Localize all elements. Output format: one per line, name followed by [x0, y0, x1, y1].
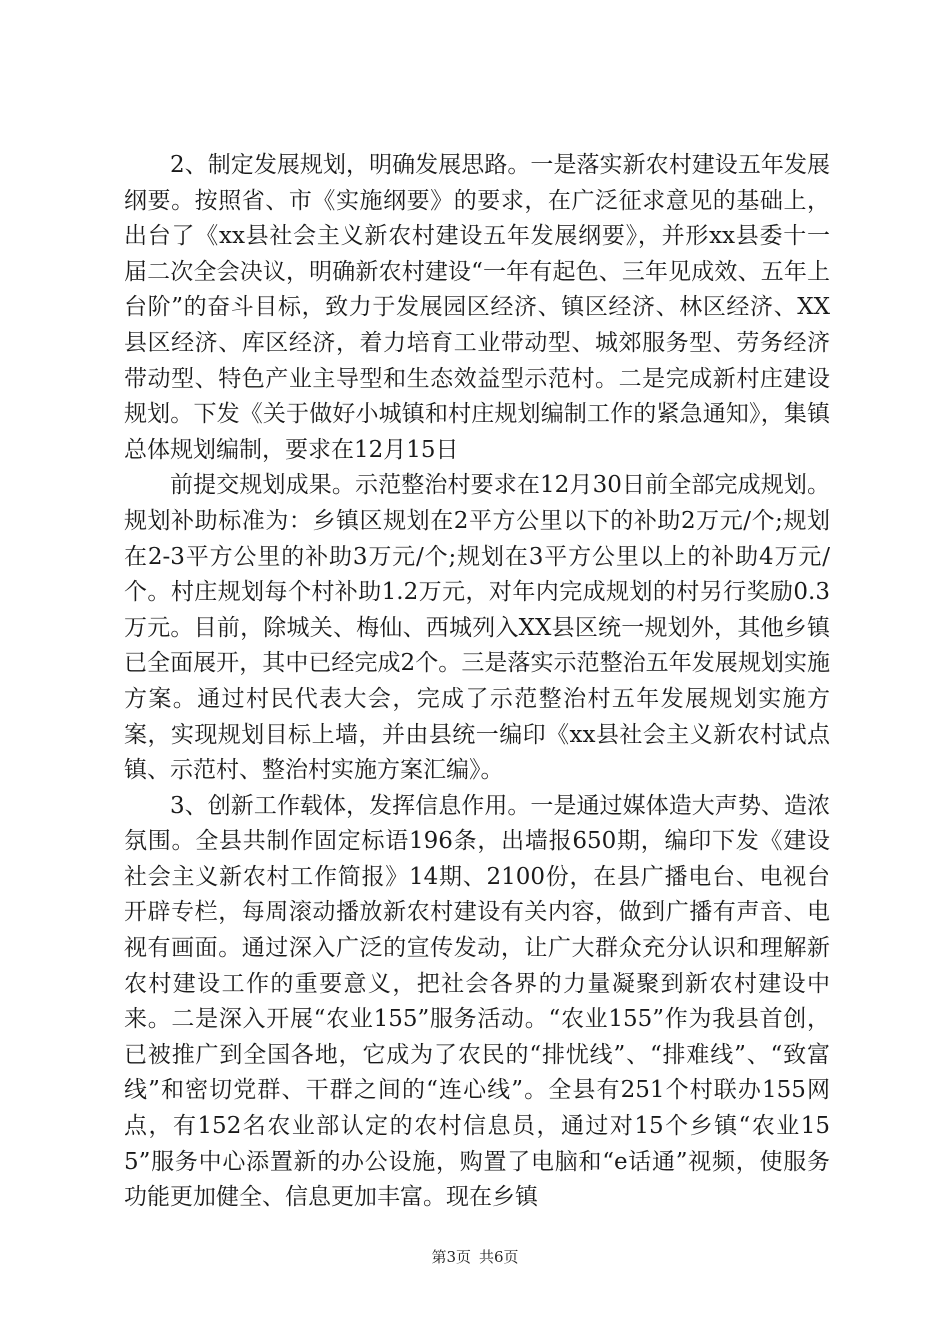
page-number: 第3页 — [431, 1248, 471, 1266]
page-total: 共6页 — [479, 1248, 519, 1266]
paragraph: 3、创新工作载体，发挥信息作用。一是通过媒体造大声势、造浓氛围。全县共制作固定标语196条，出墙报650期，编印下发《建设社会主义新农村工作简报》14期、2100份，在县广播电台、电视台开辟专栏，每周滚动播放新农村建设有关内容，做到广播有声音、电视有画面。通过深入广泛的宣传发动，让广大群众充分认识和理解新农村建设工作的重要意义，把社会各界的力量凝聚到新农村建设中来。二是深入开展“农业155”服务活动。“农业155”作为我县首创，已被推广到全国各地，它成为了农民的“排忧线”、“排难线”、“致富线”和密切党群、干群之间的“连心线”。全县有251个村联办155网点，有152名农业部认定的农村信息员，通过对15个乡镇“农业155”服务中心添置新的办公设施，购置了电脑和“e话通”视频，使服务功能更加健全、信息更加丰富。现在乡镇 — [124, 792, 830, 1211]
page-footer — [0, 1246, 950, 1267]
document-body — [124, 148, 830, 1216]
paragraph: 前提交规划成果。示范整治村要求在12月30日前全部完成规划。规划补助标准为：乡镇区规划在2平方公里以下的补助2万元/个;规划在2-3平方公里的补助3万元/个;规划在3平方公里以上的补助4万元/个。村庄规划每个村补助1.2万元，对年内完成规划的村另行奖励0.3万元。目前，除城关、梅仙、西城列入XX县区统一规划外，其他乡镇已全面展开，其中已经完成2个。三是落实示范整治五年发展规划实施方案。通过村民代表大会，完成了示范整治村五年发展规划实施方案，实现规划目标上墙，并由县统一编印《xx县社会主义新农村试点镇、示范村、整治村实施方案汇编》。 — [124, 472, 830, 784]
paragraph: 2、制定发展规划，明确发展思路。一是落实新农村建设五年发展纲要。按照省、市《实施纲要》的要求，在广泛征求意见的基础上，出台了《xx县社会主义新农村建设五年发展纲要》，并形xx县委十一届二次全会决议，明确新农村建设“一年有起色、三年见成效、五年上台阶”的奋斗目标，致力于发展园区经济、镇区经济、林区经济、XX县区经济、库区经济，着力培育工业带动型、城郊服务型、劳务经济带动型、特色产业主导型和生态效益型示范村。二是完成新村庄建设规划。下发《关于做好小城镇和村庄规划编制工作的紧急通知》，集镇总体规划编制，要求在12月15日 — [124, 152, 830, 463]
